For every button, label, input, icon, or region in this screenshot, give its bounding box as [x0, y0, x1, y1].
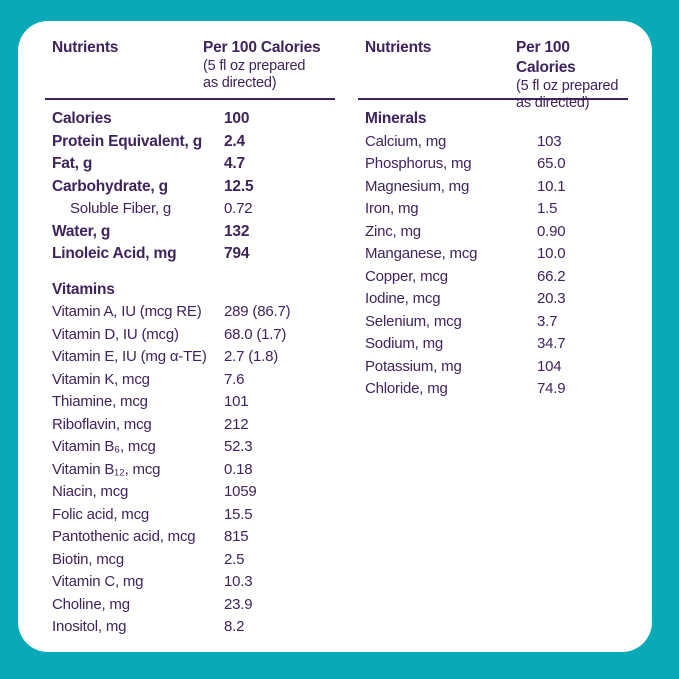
- nutrient-value: 4.7: [224, 155, 245, 172]
- nutrients-column-right: [358, 21, 628, 652]
- nutrient-label: Carbohydrate, g: [52, 177, 168, 195]
- nutrient-row: [45, 324, 335, 347]
- per-100-calories-heading: [203, 38, 335, 91]
- nutrient-label: Vitamin B₁₂, mcg: [52, 460, 161, 478]
- serving-note-line2: as directed): [516, 94, 590, 111]
- nutrient-value: 66.2: [537, 267, 566, 285]
- nutrient-value: 0.72: [224, 200, 253, 217]
- nutrient-row: [358, 356, 628, 379]
- nutrient-value: 52.3: [224, 438, 253, 455]
- nutrient-value: 794: [224, 245, 250, 262]
- per-100-calories-title: Per 100 Calories: [516, 39, 576, 76]
- nutrient-value: 2.7 (1.8): [224, 348, 279, 365]
- nutrient-row: [45, 369, 335, 392]
- nutrient-value: 74.9: [537, 380, 566, 397]
- nutrient-label: Pantothenic acid, mcg: [52, 528, 196, 545]
- nutrient-row: [45, 504, 335, 527]
- nutrient-value: 212: [224, 415, 249, 433]
- nutrient-label: Vitamin C, mg: [52, 573, 144, 590]
- nutrient-label: Choline, mg: [52, 595, 130, 613]
- nutrient-label: Vitamin D, IU (mcg): [52, 325, 179, 343]
- nutrient-row: [358, 176, 628, 199]
- nutrient-label: Zinc, mg: [365, 222, 421, 240]
- nutrient-label: Biotin, mcg: [52, 550, 124, 568]
- nutrient-row: [358, 153, 628, 176]
- nutrient-rows-left: [45, 100, 335, 639]
- nutrient-label: Calories: [52, 110, 112, 127]
- nutrient-label: Iodine, mcg: [365, 290, 441, 307]
- nutrient-value: 0.18: [224, 460, 253, 478]
- nutrient-value: 2.5: [224, 550, 245, 568]
- nutrient-value: 10.3: [224, 573, 253, 590]
- nutrient-label: Niacin, mcg: [52, 483, 129, 500]
- nutrient-value: 20.3: [537, 290, 566, 307]
- per-100-calories-title: Per 100 Calories: [203, 39, 321, 56]
- nutrient-row: [45, 198, 335, 221]
- nutrition-facts-card: [18, 21, 652, 652]
- nutrient-row: [45, 221, 335, 244]
- nutrient-row: [45, 153, 335, 176]
- nutrient-value: 132: [224, 222, 250, 240]
- nutrient-row: [45, 346, 335, 369]
- nutrient-label: Chloride, mg: [365, 380, 448, 397]
- nutrient-row: [45, 176, 335, 199]
- nutrient-label: Sodium, mg: [365, 335, 444, 352]
- nutrient-value: 815: [224, 528, 249, 545]
- nutrient-label: Soluble Fiber, g: [70, 200, 172, 217]
- nutrient-row: [45, 549, 335, 572]
- nutrient-value: 0.90: [537, 222, 566, 240]
- serving-note-line1: (5 fl oz prepared: [203, 58, 306, 74]
- nutrient-value: 100: [224, 110, 250, 127]
- section-title-minerals: Minerals: [365, 110, 427, 127]
- nutrient-row: [45, 616, 335, 639]
- nutrient-row: [358, 333, 628, 356]
- nutrients-column-left: [45, 21, 335, 652]
- nutrient-label: Calcium, mg: [365, 132, 447, 150]
- nutrient-value: 8.2: [224, 618, 245, 635]
- nutrient-row: [45, 526, 335, 549]
- nutrient-value: 1059: [224, 483, 257, 500]
- nutrient-row: [358, 221, 628, 244]
- nutrient-value: 15.5: [224, 505, 253, 523]
- serving-note-line2: as directed): [203, 74, 277, 91]
- nutrients-heading: Nutrients: [365, 39, 432, 56]
- nutrient-label: Riboflavin, mcg: [52, 415, 152, 433]
- nutrient-label: Water, g: [52, 222, 111, 240]
- nutrient-row: [45, 301, 335, 324]
- nutrient-row: [358, 243, 628, 266]
- nutrient-row: [45, 436, 335, 459]
- nutrient-row: [45, 391, 335, 414]
- nutrient-row: [45, 131, 335, 154]
- nutrient-row: [358, 378, 628, 401]
- nutrient-value: 103: [537, 132, 562, 150]
- nutrient-value: 68.0 (1.7): [224, 325, 287, 343]
- nutrient-label: Protein Equivalent, g: [52, 132, 202, 150]
- nutrient-label: Fat, g: [52, 155, 93, 172]
- nutrient-label: Phosphorus, mg: [365, 155, 472, 172]
- nutrient-label: Vitamin A, IU (mcg RE): [52, 303, 202, 320]
- nutrient-label: Vitamin K, mcg: [52, 370, 150, 388]
- nutrient-row: [45, 571, 335, 594]
- nutrient-value: 101: [224, 393, 249, 410]
- nutrient-label: Potassium, mg: [365, 357, 462, 375]
- nutrient-value: 34.7: [537, 335, 566, 352]
- nutrient-value: 23.9: [224, 595, 253, 613]
- nutrient-label: Iron, mg: [365, 200, 419, 217]
- nutrient-value: 104: [537, 357, 562, 375]
- nutrient-value: 289 (86.7): [224, 303, 291, 320]
- nutrient-row: [358, 198, 628, 221]
- nutrient-row: [45, 594, 335, 617]
- column-header: [358, 38, 628, 111]
- nutrients-heading: Nutrients: [52, 39, 119, 56]
- nutrient-label: Vitamin E, IU (mg α-TE): [52, 348, 207, 365]
- nutrient-value: 10.0: [537, 245, 566, 262]
- nutrient-value: 1.5: [537, 200, 558, 217]
- nutrient-row: [45, 459, 335, 482]
- nutrient-row: [358, 131, 628, 154]
- nutrient-label: Magnesium, mg: [365, 177, 470, 195]
- per-100-calories-heading: [516, 38, 628, 111]
- nutrient-value: 2.4: [224, 132, 245, 150]
- nutrient-row: [45, 414, 335, 437]
- nutrient-label: Thiamine, mcg: [52, 393, 148, 410]
- nutrient-value: 12.5: [224, 177, 254, 195]
- nutrient-label: Inositol, mg: [52, 618, 127, 635]
- nutrient-row: [45, 108, 335, 131]
- serving-note-line1: (5 fl oz prepared: [516, 78, 619, 94]
- nutrient-label: Folic acid, mcg: [52, 505, 150, 523]
- nutrient-label: Vitamin B₆, mcg: [52, 438, 156, 455]
- nutrient-label: Selenium, mcg: [365, 312, 462, 330]
- nutrient-value: 65.0: [537, 155, 566, 172]
- nutrient-row: [45, 481, 335, 504]
- nutrient-label: Copper, mcg: [365, 267, 448, 285]
- column-header: [45, 38, 335, 98]
- nutrient-label: Linoleic Acid, mg: [52, 245, 177, 262]
- nutrient-row: [45, 243, 335, 266]
- nutrient-row: [358, 311, 628, 334]
- nutrient-value: 10.1: [537, 177, 566, 195]
- section-title-vitamins: Vitamins: [52, 280, 115, 298]
- nutrient-row: [358, 266, 628, 289]
- nutrient-label: Manganese, mcg: [365, 245, 478, 262]
- nutrient-value: 7.6: [224, 370, 245, 388]
- nutrient-row: [358, 288, 628, 311]
- nutrient-value: 3.7: [537, 312, 558, 330]
- nutrient-rows-right: [358, 100, 628, 401]
